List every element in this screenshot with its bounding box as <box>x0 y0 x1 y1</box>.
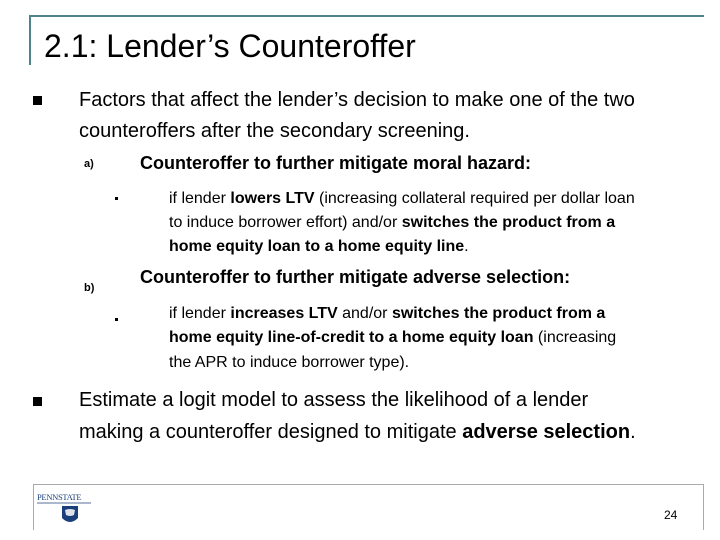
item-b-sub-line1 <box>169 302 605 326</box>
logo-wordmark: PENNSTATE <box>37 492 82 502</box>
emphasis-lowers-ltv: lowers LTV <box>230 190 315 207</box>
emphasis-switches-product: switches the product from a <box>391 305 606 322</box>
emphasis-equity-loan-to-line: home equity loan to a home equity line <box>169 238 465 255</box>
text-span: if lender <box>169 190 231 207</box>
bullet-dot-icon <box>115 318 118 321</box>
text-span: if lender <box>169 305 231 322</box>
bullet2-line2 <box>79 418 636 447</box>
footer-frame-left <box>33 485 34 530</box>
pennstate-logo <box>36 491 116 531</box>
text-span: (increasing collateral required per dollar loan <box>314 190 635 207</box>
text-span: and/or <box>337 305 392 322</box>
slide-title: 2.1: Lender’s Counteroffer <box>44 28 416 64</box>
bullet-square-icon <box>33 397 42 406</box>
emphasis-line-to-loan: home equity line-of-credit to a home equity loan <box>169 329 534 346</box>
bullet-square-icon <box>33 96 42 105</box>
text-span: to induce borrower effort) and/or <box>169 214 402 231</box>
item-b-sub-line2 <box>169 326 616 350</box>
bullet1-line1: Factors that affect the lender’s decision to make one of the two <box>79 89 635 111</box>
footer-divider <box>33 484 703 485</box>
footer-frame-right <box>703 484 704 530</box>
item-a-marker: a) <box>84 158 94 170</box>
text-span: (increasing <box>533 329 617 346</box>
bullet2-line1: Estimate a logit model to assess the likelihood of a lender <box>79 389 589 411</box>
item-a-sub-line3 <box>169 235 469 259</box>
text-span: making a counteroffer designed to mitigate <box>79 421 463 443</box>
item-a-heading: Counteroffer to further mitigate moral hazard: <box>140 153 532 173</box>
text-span: . <box>630 421 636 443</box>
text-span: . <box>464 238 469 255</box>
item-a-sub-line2 <box>169 211 615 235</box>
lion-icon <box>65 509 75 516</box>
item-b-heading: Counteroffer to further mitigate adverse selection: <box>140 267 571 287</box>
item-b-marker: b) <box>84 282 95 294</box>
emphasis-switches-product: switches the product from a <box>401 214 616 231</box>
emphasis-adverse-selection: adverse selection <box>462 421 631 443</box>
bullet1-line2: counteroffers after the secondary screening. <box>79 120 470 142</box>
emphasis-increases-ltv: increases LTV <box>230 305 338 322</box>
item-b-sub-line3: the APR to induce borrower type). <box>169 354 410 371</box>
bullet-dot-icon <box>115 197 118 200</box>
item-a-sub-line1 <box>169 187 635 211</box>
page-number: 24 <box>664 508 678 522</box>
